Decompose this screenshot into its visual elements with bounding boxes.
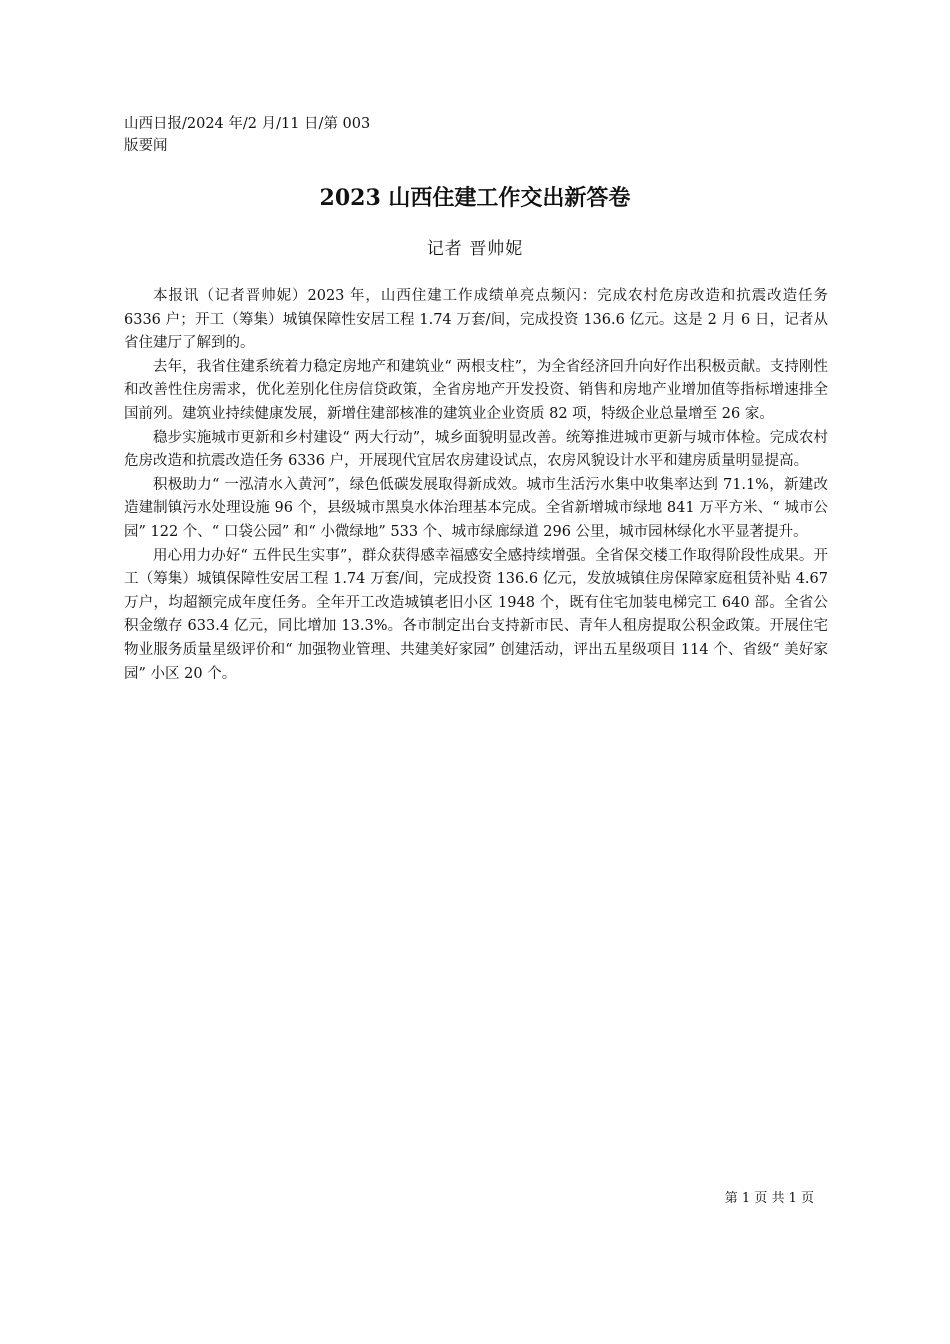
source-line: [124, 113, 524, 157]
paragraph: 稳步实施城市更新和乡村建设“ 两大行动”，城乡面貌明显改善。统筹推进城市更新与城市体检。完成农村危房改造和抗震改造任务 6336 户，开展现代宜居农房建设试点，农房风貌设计水平和建房质量明显提高。: [124, 429, 828, 470]
page-number: 第 1 页 共 1 页: [724, 1191, 814, 1206]
paragraph: 去年，我省住建系统着力稳定房地产和建筑业“ 两根支柱”，为全省经济回升向好作出积极贡献。支持刚性和改善性住房需求，优化差别化住房信贷政策，全省房地产开发投资、销售和房地产业增加值等指标增速排全国前列。建筑业持续健康发展，新增住建部核准的建筑业企业资质 82 项，特级企业总量增至 26 家。: [124, 358, 828, 422]
article-title: 2023 山西住建工作交出新答卷: [319, 185, 631, 211]
source-line-1: 山西日报/2024 年/2 月/11 日/第 003: [124, 116, 371, 132]
article-byline: 记者 晋帅妮: [426, 239, 524, 259]
paragraph: 本报讯（记者晋帅妮）2023 年，山西住建工作成绩单亮点频闪：完成农村危房改造和抗震改造任务 6336 户；开工（筹集）城镇保障性安居工程 1.74 万套/间，完成投资 136.6 亿元。这是 2 月 6 日，记者从省住建厅了解到的。: [124, 288, 828, 352]
source-line-2: 版要闻: [124, 138, 168, 154]
paragraph: 积极助力“ 一泓清水入黄河”，绿色低碳发展取得新成效。城市生活污水集中收集率达到 71.1%，新建改造建制镇污水处理设施 96 个，县级城市黑臭水体治理基本完成。全省新增城市绿地 841 万平方米、“ 城市公园” 122 个、“ 口袋公园” 和“ 小微绿地” 533 个、城市绿廊绿道 296 公里，城市园林绿化水平显著提升。: [124, 476, 828, 540]
article-body: [124, 285, 828, 686]
paragraph: 用心用力办好“ 五件民生实事”，群众获得感幸福感安全感持续增强。全省保交楼工作取得阶段性成果。开工（筹集）城镇保障性安居工程 1.74 万套/间，完成投资 136.6 亿元，发放城镇住房保障家庭租赁补贴 4.67 万户，均超额完成年度任务。全年开工改造城镇老旧小区 1948 个，既有住宅加装电梯完工 640 部。全省公积金缴存 633.4 亿元，同比增加 13.3%。各市制定出台支持新市民、青年人租房提取公积金政策。开展住宅物业服务质量星级评价和“ 加强物业管理、共建美好家园” 创建活动，评出五星级项目 114 个、省级“ 美好家园” 小区 20 个。: [124, 547, 828, 682]
